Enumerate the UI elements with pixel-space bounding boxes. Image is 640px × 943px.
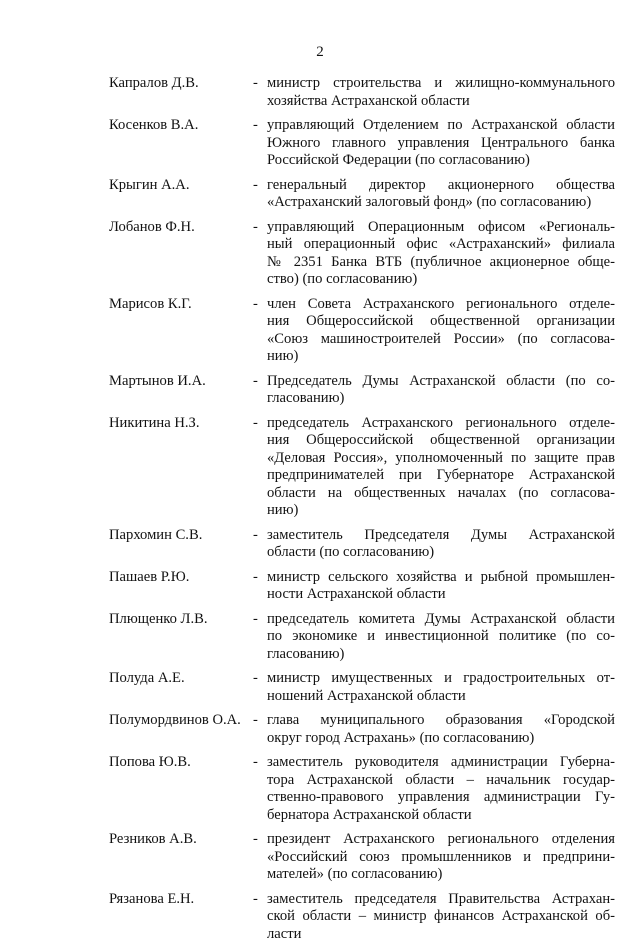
member-position <box>267 75 615 110</box>
position-line: области (по согласованию) <box>267 544 615 562</box>
member-position <box>267 415 615 520</box>
position-line: министр имущественных и градостроительных от- <box>267 670 615 688</box>
dash-separator: - <box>253 415 267 520</box>
dash-separator: - <box>253 831 267 884</box>
member-position <box>267 177 615 212</box>
member-entry <box>109 296 615 366</box>
member-name: Резников А.В. <box>109 831 253 884</box>
position-line: управляющий Операционным офисом «Региональ- <box>267 219 615 237</box>
position-line: хозяйства Астраханской области <box>267 93 615 111</box>
position-line: министр строительства и жилищно-коммунального <box>267 75 615 93</box>
member-entry <box>109 527 615 562</box>
position-line: заместитель председателя Правительства Астрахан- <box>267 891 615 909</box>
position-line: министр сельского хозяйства и рыбной промышлен- <box>267 569 615 587</box>
position-line: бернатора Астраханской области <box>267 807 615 825</box>
position-line: ство) (по согласованию) <box>267 271 615 289</box>
member-entry <box>109 373 615 408</box>
dash-separator: - <box>253 670 267 705</box>
position-line: ласти <box>267 926 615 943</box>
position-line: президент Астраханского регионального отделения <box>267 831 615 849</box>
dash-separator: - <box>253 891 267 943</box>
member-position <box>267 670 615 705</box>
dash-separator: - <box>253 527 267 562</box>
position-line: ния Общероссийской общественной организации <box>267 313 615 331</box>
dash-separator: - <box>253 296 267 366</box>
member-entry <box>109 569 615 604</box>
position-line: ный операционный офис «Астраханский» филиала <box>267 236 615 254</box>
dash-separator: - <box>253 373 267 408</box>
dash-separator: - <box>253 712 267 747</box>
dash-separator: - <box>253 219 267 289</box>
member-name: Пархомин С.В. <box>109 527 253 562</box>
member-name: Попова Ю.В. <box>109 754 253 824</box>
member-position <box>267 712 615 747</box>
member-entry <box>109 415 615 520</box>
position-line: округ город Астрахань» (по согласованию) <box>267 730 615 748</box>
member-name: Никитина Н.З. <box>109 415 253 520</box>
member-position <box>267 527 615 562</box>
member-position <box>267 219 615 289</box>
position-line: заместитель Председателя Думы Астраханской <box>267 527 615 545</box>
position-line: предпринимателей при Губернаторе Астраханской <box>267 467 615 485</box>
position-line: заместитель руководителя администрации Губерна- <box>267 754 615 772</box>
dash-separator: - <box>253 75 267 110</box>
position-line: ской области – министр финансов Астраханской об- <box>267 908 615 926</box>
dash-separator: - <box>253 117 267 170</box>
position-line: области на общественных началах (по согласова- <box>267 485 615 503</box>
position-line: глава муниципального образования «Городской <box>267 712 615 730</box>
position-line: Российской Федерации (по согласованию) <box>267 152 615 170</box>
dash-separator: - <box>253 611 267 664</box>
member-name: Мартынов И.А. <box>109 373 253 408</box>
position-line: тора Астраханской области – начальник государ- <box>267 772 615 790</box>
position-line: «Деловая Россия», уполномоченный по защите прав <box>267 450 615 468</box>
member-entry <box>109 611 615 664</box>
position-line: нию) <box>267 348 615 366</box>
member-position <box>267 373 615 408</box>
member-name: Полуда А.Е. <box>109 670 253 705</box>
member-entry <box>109 75 615 110</box>
member-entry <box>109 754 615 824</box>
position-line: гласованию) <box>267 646 615 664</box>
member-position <box>267 117 615 170</box>
position-line: ния Общероссийской общественной организации <box>267 432 615 450</box>
member-entry <box>109 891 615 943</box>
position-line: № 2351 Банка ВТБ (публичное акционерное обще- <box>267 254 615 272</box>
position-line: «Астраханский залоговый фонд» (по согласованию) <box>267 194 615 212</box>
dash-separator: - <box>253 754 267 824</box>
position-line: мателей» (по согласованию) <box>267 866 615 884</box>
member-position <box>267 891 615 943</box>
dash-separator: - <box>253 569 267 604</box>
member-entry <box>109 712 615 747</box>
member-position <box>267 611 615 664</box>
member-position <box>267 754 615 824</box>
position-line: гласованию) <box>267 390 615 408</box>
position-line: председатель Астраханского регионального отделе- <box>267 415 615 433</box>
member-list <box>109 68 615 943</box>
position-line: «Российский союз промышленников и предприни- <box>267 849 615 867</box>
member-entry <box>109 177 615 212</box>
member-name: Косенков В.А. <box>109 117 253 170</box>
member-name: Марисов К.Г. <box>109 296 253 366</box>
position-line: нию) <box>267 502 615 520</box>
dash-separator: - <box>253 177 267 212</box>
member-position <box>267 831 615 884</box>
position-line: «Союз машиностроителей России» (по согласова- <box>267 331 615 349</box>
member-name: Пашаев Р.Ю. <box>109 569 253 604</box>
position-line: Председатель Думы Астраханской области (по со- <box>267 373 615 391</box>
position-line: по экономике и инвестиционной политике (по со- <box>267 628 615 646</box>
member-entry <box>109 670 615 705</box>
position-line: председатель комитета Думы Астраханской области <box>267 611 615 629</box>
page-number: 2 <box>0 44 640 61</box>
member-position <box>267 569 615 604</box>
member-entry <box>109 219 615 289</box>
member-entry <box>109 117 615 170</box>
member-name: Лобанов Ф.Н. <box>109 219 253 289</box>
position-line: ношений Астраханской области <box>267 688 615 706</box>
member-name: Капралов Д.В. <box>109 75 253 110</box>
position-line: член Совета Астраханского регионального отделе- <box>267 296 615 314</box>
member-name: Плющенко Л.В. <box>109 611 253 664</box>
position-line: ности Астраханской области <box>267 586 615 604</box>
member-name: Рязанова Е.Н. <box>109 891 253 943</box>
position-line: Южного главного управления Центрального банка <box>267 135 615 153</box>
position-line: генеральный директор акционерного общества <box>267 177 615 195</box>
position-line: управляющий Отделением по Астраханской области <box>267 117 615 135</box>
position-line: ственно-правового управления администрации Гу- <box>267 789 615 807</box>
member-position <box>267 296 615 366</box>
member-name: Крыгин А.А. <box>109 177 253 212</box>
member-entry <box>109 831 615 884</box>
member-name: Полумордвинов О.А. <box>109 712 253 747</box>
